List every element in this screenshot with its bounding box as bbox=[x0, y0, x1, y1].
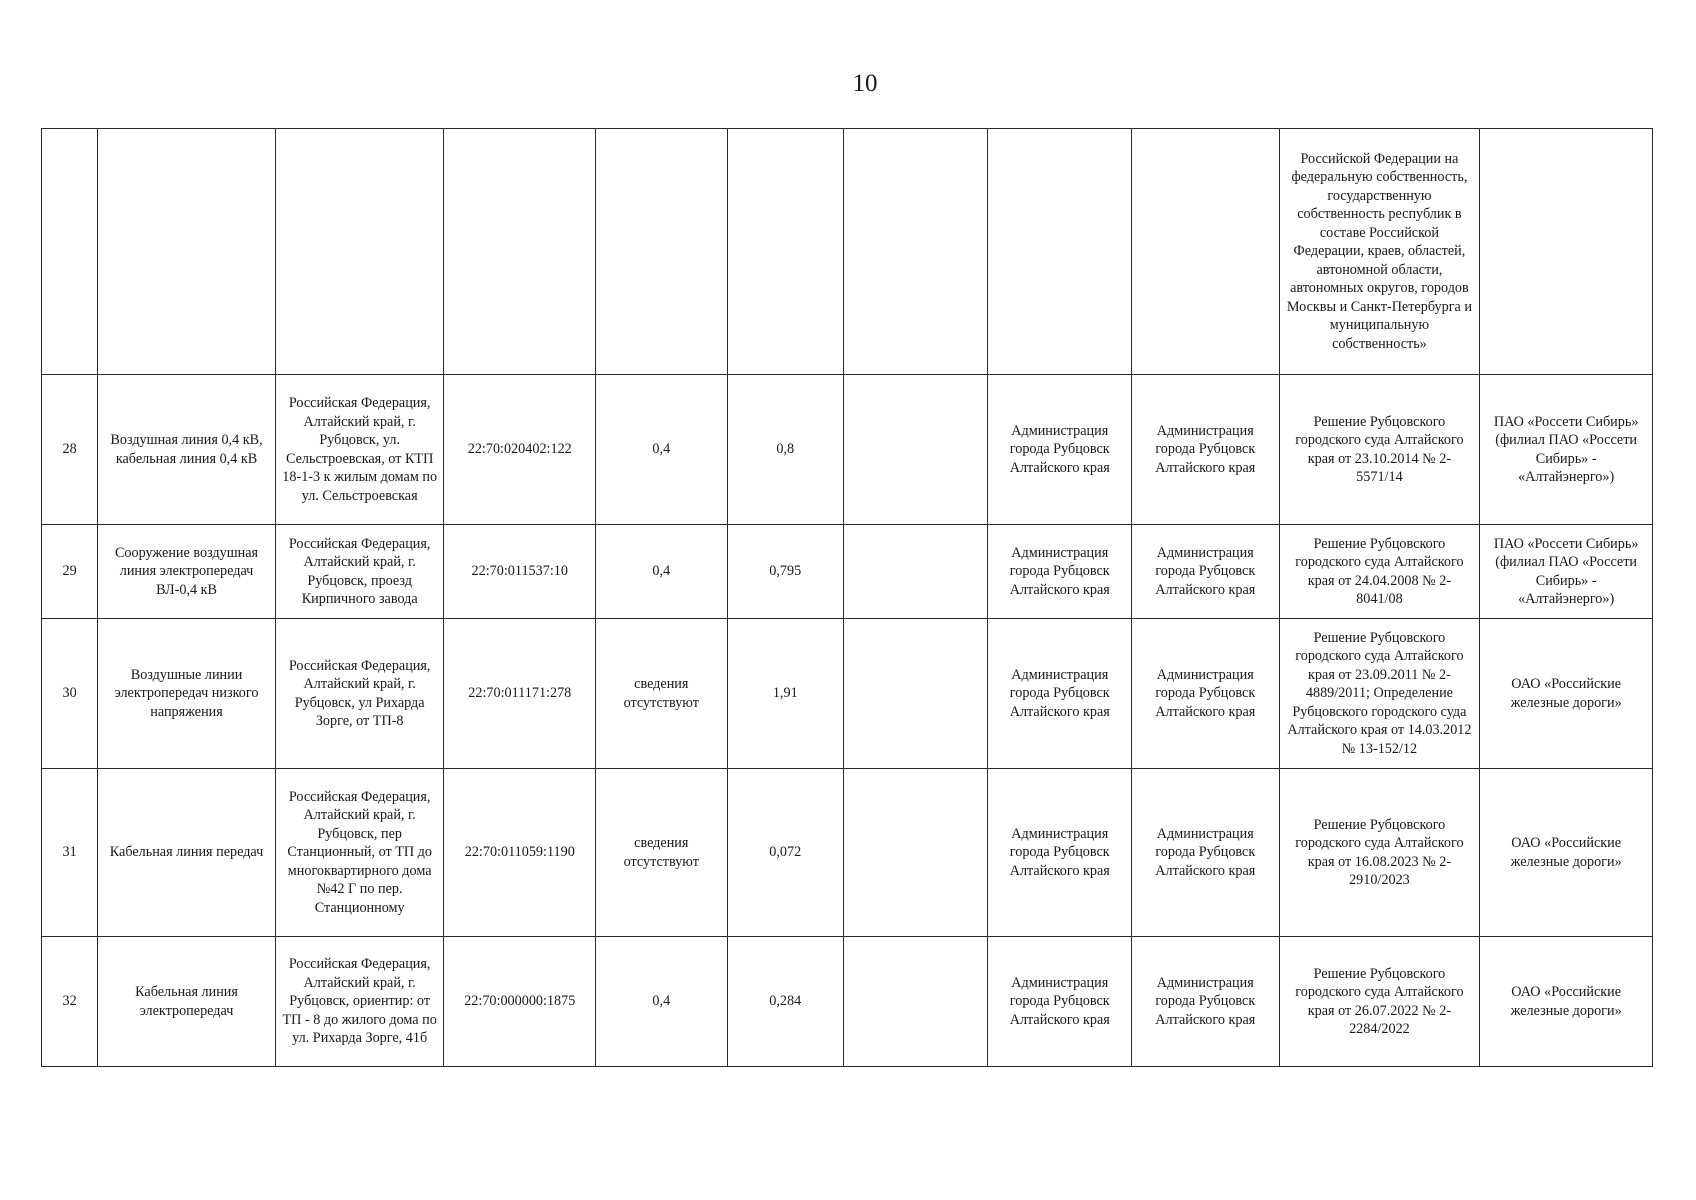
cadastral-number: 22:70:011059:1190 bbox=[444, 769, 596, 937]
holder: Администрация города Рубцовск Алтайского края bbox=[988, 375, 1132, 525]
length: 0,284 bbox=[727, 937, 843, 1067]
basis: Решение Рубцовского городского суда Алтайского края от 23.09.2011 № 2-4889/2011; Определение Рубцовского городского суда Алтайского края от 14.03.2012 № 13-152/12 bbox=[1279, 619, 1480, 769]
operator: ОАО «Российские железные дороги» bbox=[1480, 769, 1653, 937]
cadastral-number: 22:70:011537:10 bbox=[444, 525, 596, 619]
object-name: Воздушные линии электропередач низкого напряжения bbox=[98, 619, 276, 769]
table-row bbox=[42, 619, 1653, 769]
holder: Администрация города Рубцовск Алтайского края bbox=[988, 525, 1132, 619]
row-number: 29 bbox=[42, 525, 98, 619]
cell-name bbox=[98, 129, 276, 375]
col7 bbox=[843, 525, 988, 619]
cell-owner bbox=[1132, 129, 1280, 375]
object-name: Кабельная линия передач bbox=[98, 769, 276, 937]
cell-address bbox=[275, 129, 444, 375]
registry-table bbox=[41, 128, 1653, 1067]
basis: Решение Рубцовского городского суда Алтайского края от 26.07.2022 № 2-2284/2022 bbox=[1279, 937, 1480, 1067]
object-address: Российская Федерация, Алтайский край, г. Рубцовск, проезд Кирпичного завода bbox=[275, 525, 444, 619]
holder: Администрация города Рубцовск Алтайского края bbox=[988, 937, 1132, 1067]
cell-number bbox=[42, 129, 98, 375]
operator: ОАО «Российские железные дороги» bbox=[1480, 619, 1653, 769]
table-row bbox=[42, 375, 1653, 525]
length: 1,91 bbox=[727, 619, 843, 769]
length: 0,8 bbox=[727, 375, 843, 525]
holder: Администрация города Рубцовск Алтайского края bbox=[988, 619, 1132, 769]
cell-col7 bbox=[843, 129, 988, 375]
table-row bbox=[42, 525, 1653, 619]
cell-length bbox=[727, 129, 843, 375]
operator: ПАО «Россети Сибирь» (филиал ПАО «Россети Сибирь» - «Алтайэнерго») bbox=[1480, 525, 1653, 619]
cell-operator bbox=[1480, 129, 1653, 375]
cell-holder bbox=[988, 129, 1132, 375]
col7 bbox=[843, 769, 988, 937]
voltage: сведения отсутствуют bbox=[596, 619, 727, 769]
cell-legal-basis bbox=[1279, 129, 1480, 375]
basis: Решение Рубцовского городского суда Алтайского края от 16.08.2023 № 2-2910/2023 bbox=[1279, 769, 1480, 937]
owner: Администрация города Рубцовск Алтайского края bbox=[1132, 937, 1280, 1067]
col7 bbox=[843, 375, 988, 525]
object-name: Воздушная линия 0,4 кВ, кабельная линия 0,4 кВ bbox=[98, 375, 276, 525]
object-address: Российская Федерация, Алтайский край, г. Рубцовск, ул Рихарда Зорге, от ТП-8 bbox=[275, 619, 444, 769]
voltage: 0,4 bbox=[596, 375, 727, 525]
voltage: 0,4 bbox=[596, 937, 727, 1067]
owner: Администрация города Рубцовск Алтайского края bbox=[1132, 769, 1280, 937]
holder: Администрация города Рубцовск Алтайского края bbox=[988, 769, 1132, 937]
col7 bbox=[843, 619, 988, 769]
row-number: 30 bbox=[42, 619, 98, 769]
voltage: сведения отсутствуют bbox=[596, 769, 727, 937]
cadastral-number: 22:70:000000:1875 bbox=[444, 937, 596, 1067]
cell-voltage bbox=[596, 129, 727, 375]
object-address: Российская Федерация, Алтайский край, г. Рубцовск, ул. Сельстроевская, от КТП 18-1-3 к жилым домам по ул. Сельстроевская bbox=[275, 375, 444, 525]
cell-cadastral-number bbox=[444, 129, 596, 375]
operator: ОАО «Российские железные дороги» bbox=[1480, 937, 1653, 1067]
owner: Администрация города Рубцовск Алтайского края bbox=[1132, 619, 1280, 769]
row-number: 32 bbox=[42, 937, 98, 1067]
col7 bbox=[843, 937, 988, 1067]
owner: Администрация города Рубцовск Алтайского края bbox=[1132, 525, 1280, 619]
row-number: 31 bbox=[42, 769, 98, 937]
page-number: 10 bbox=[852, 70, 878, 97]
basis: Решение Рубцовского городского суда Алтайского края от 24.04.2008 № 2-8041/08 bbox=[1279, 525, 1480, 619]
object-address: Российская Федерация, Алтайский край, г. Рубцовск, ориентир: от ТП - 8 до жилого дома по ул. Рихарда Зорге, 41б bbox=[275, 937, 444, 1067]
object-name: Кабельная линия электропередач bbox=[98, 937, 276, 1067]
table-row bbox=[42, 769, 1653, 937]
voltage: 0,4 bbox=[596, 525, 727, 619]
cadastral-number: 22:70:020402:122 bbox=[444, 375, 596, 525]
object-address: Российская Федерация, Алтайский край, г. Рубцовск, пер Станционный, от ТП до многоквартирного дома №42 Г по пер. Станционному bbox=[275, 769, 444, 937]
object-name: Сооружение воздушная линия электропередач ВЛ-0,4 кВ bbox=[98, 525, 276, 619]
cadastral-number: 22:70:011171:278 bbox=[444, 619, 596, 769]
basis: Решение Рубцовского городского суда Алтайского края от 23.10.2014 № 2-5571/14 bbox=[1279, 375, 1480, 525]
table-row bbox=[42, 937, 1653, 1067]
legal-basis-text: Российской Федерации на федеральную собственность, государственную собственность республик в составе Российской Федерации, краев, областей, автономной области, автономных округов, городов Москвы и Санкт-Петербурга и муниципальную собственность» bbox=[1286, 150, 1472, 352]
row-number: 28 bbox=[42, 375, 98, 525]
length: 0,072 bbox=[727, 769, 843, 937]
owner: Администрация города Рубцовск Алтайского края bbox=[1132, 375, 1280, 525]
continuation-row bbox=[42, 129, 1653, 375]
length: 0,795 bbox=[727, 525, 843, 619]
operator: ПАО «Россети Сибирь» (филиал ПАО «Россети Сибирь» - «Алтайэнерго») bbox=[1480, 375, 1653, 525]
